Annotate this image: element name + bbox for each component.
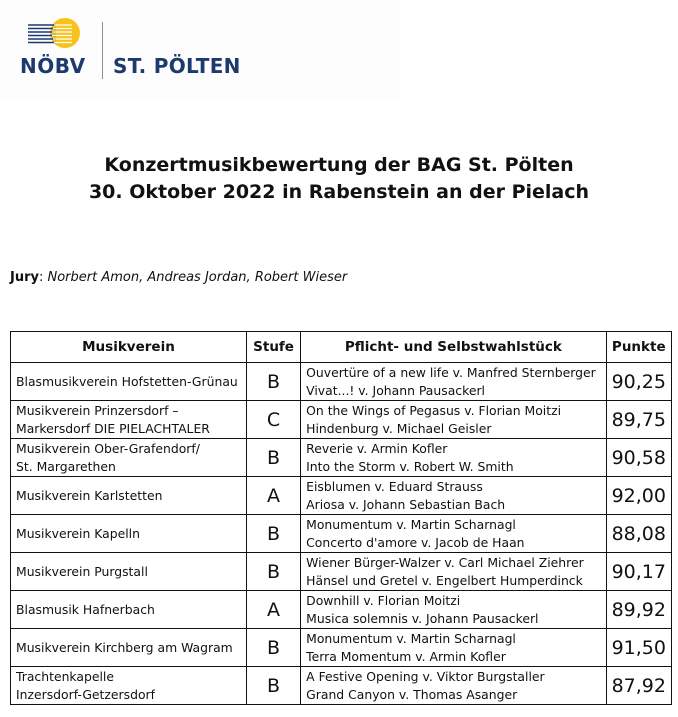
stueck-line: Wiener Bürger-Walzer v. Carl Michael Ziehrer xyxy=(306,554,584,570)
cell-punkte: 91,50 xyxy=(606,629,671,667)
cell-stufe: B xyxy=(246,667,300,705)
table-row xyxy=(11,629,672,667)
stueck-line: A Festive Opening v. Viktor Burgstaller xyxy=(306,668,545,684)
cell-stueck xyxy=(301,515,606,553)
cell-stueck xyxy=(301,363,606,401)
cell-stufe: C xyxy=(246,401,300,439)
cell-stufe: B xyxy=(246,629,300,667)
cell-punkte: 90,58 xyxy=(606,439,671,477)
cell-punkte: 92,00 xyxy=(606,477,671,515)
logo-divider xyxy=(102,22,103,79)
results-table xyxy=(10,331,672,705)
musikverein-line: Musikverein Karlstetten xyxy=(16,487,163,503)
musikverein-line: Musikverein Ober-Grafendorf/ xyxy=(16,440,200,456)
title-line-1: Konzertmusikbewertung der BAG St. Pölten xyxy=(104,154,574,176)
header-stufe: Stufe xyxy=(246,332,300,363)
cell-musikverein xyxy=(11,401,247,439)
musikverein-line: Blasmusikverein Hofstetten-Grünau xyxy=(16,373,238,389)
cell-stueck xyxy=(301,629,606,667)
table-row xyxy=(11,439,672,477)
stueck-line: Monumentum v. Martin Scharnagl xyxy=(306,630,516,646)
cell-stueck xyxy=(301,667,606,705)
stueck-line: Ouvertüre of a new life v. Manfred Sternberger xyxy=(306,364,596,380)
title-line-2: 30. Oktober 2022 in Rabenstein an der Pielach xyxy=(88,181,590,203)
cell-musikverein xyxy=(11,439,247,477)
cell-punkte: 89,92 xyxy=(606,591,671,629)
stueck-line: Concerto d'amore v. Jacob de Haan xyxy=(306,534,525,550)
stueck-line: Hänsel und Gretel v. Engelbert Humperdinck xyxy=(306,572,583,588)
cell-musikverein xyxy=(11,667,247,705)
stueck-line: Ariosa v. Johann Sebastian Bach xyxy=(306,496,506,512)
cell-stufe: B xyxy=(246,515,300,553)
stueck-line: Reverie v. Armin Kofler xyxy=(306,440,448,456)
table-header-row xyxy=(11,332,672,363)
cell-musikverein xyxy=(11,477,247,515)
stueck-line: Vivat...! v. Johann Pausackerl xyxy=(306,382,485,398)
stueck-line: Musica solemnis v. Johann Pausackerl xyxy=(306,610,539,626)
cell-punkte: 90,25 xyxy=(606,363,671,401)
sun-logo-icon xyxy=(26,17,82,49)
table-row xyxy=(11,591,672,629)
cell-stueck xyxy=(301,439,606,477)
cell-punkte: 90,17 xyxy=(606,553,671,591)
cell-musikverein xyxy=(11,515,247,553)
cell-musikverein xyxy=(11,629,247,667)
cell-punkte: 87,92 xyxy=(606,667,671,705)
logo xyxy=(0,0,400,100)
cell-stueck xyxy=(301,401,606,439)
musikverein-line: Musikverein Purgstall xyxy=(16,563,148,579)
cell-stueck xyxy=(301,591,606,629)
header-punkte: Punkte xyxy=(606,332,671,363)
musikverein-line: Blasmusik Hafnerbach xyxy=(16,601,155,617)
stueck-line: Monumentum v. Martin Scharnagl xyxy=(306,516,516,532)
cell-stueck xyxy=(301,477,606,515)
cell-musikverein xyxy=(11,553,247,591)
header-musikverein: Musikverein xyxy=(11,332,247,363)
cell-punkte: 89,75 xyxy=(606,401,671,439)
logo-region: ST. PÖLTEN xyxy=(113,54,241,78)
table-row xyxy=(11,401,672,439)
cell-stufe: A xyxy=(246,591,300,629)
stueck-line: Grand Canyon v. Thomas Asanger xyxy=(306,686,518,702)
header-stueck: Pflicht- und Selbstwahlstück xyxy=(301,332,606,363)
cell-stufe: A xyxy=(246,477,300,515)
table-row xyxy=(11,515,672,553)
table-row xyxy=(11,363,672,401)
musikverein-line: St. Margarethen xyxy=(16,458,116,474)
jury-label: Jury xyxy=(10,270,39,285)
table-row xyxy=(11,667,672,705)
cell-stufe: B xyxy=(246,363,300,401)
stueck-line: Downhill v. Florian Moitzi xyxy=(306,592,461,608)
cell-stufe: B xyxy=(246,439,300,477)
musikverein-line: Inzersdorf-Getzersdorf xyxy=(16,686,155,702)
musikverein-line: Markersdorf DIE PIELACHTALER xyxy=(16,420,210,436)
page-title xyxy=(0,152,678,206)
stueck-line: Eisblumen v. Eduard Strauss xyxy=(306,478,483,494)
jury-names: Norbert Amon, Andreas Jordan, Robert Wieser xyxy=(47,270,348,285)
table-row xyxy=(11,477,672,515)
table-row xyxy=(11,553,672,591)
stueck-line: On the Wings of Pegasus v. Florian Moitzi xyxy=(306,402,562,418)
stueck-line: Terra Momentum v. Armin Kofler xyxy=(306,648,506,664)
cell-stueck xyxy=(301,553,606,591)
musikverein-line: Musikverein Kirchberg am Wagram xyxy=(16,639,233,655)
jury-line xyxy=(10,270,347,285)
cell-musikverein xyxy=(11,363,247,401)
cell-punkte: 88,08 xyxy=(606,515,671,553)
cell-stufe: B xyxy=(246,553,300,591)
musikverein-line: Musikverein Kapelln xyxy=(16,525,140,541)
musikverein-line: Musikverein Prinzersdorf – xyxy=(16,402,179,418)
cell-musikverein xyxy=(11,591,247,629)
musikverein-line: Trachtenkapelle xyxy=(16,668,114,684)
stueck-line: Into the Storm v. Robert W. Smith xyxy=(306,458,514,474)
stueck-line: Hindenburg v. Michael Geisler xyxy=(306,420,492,436)
jury-separator: : xyxy=(38,270,48,285)
logo-brand: NÖBV xyxy=(20,54,86,78)
